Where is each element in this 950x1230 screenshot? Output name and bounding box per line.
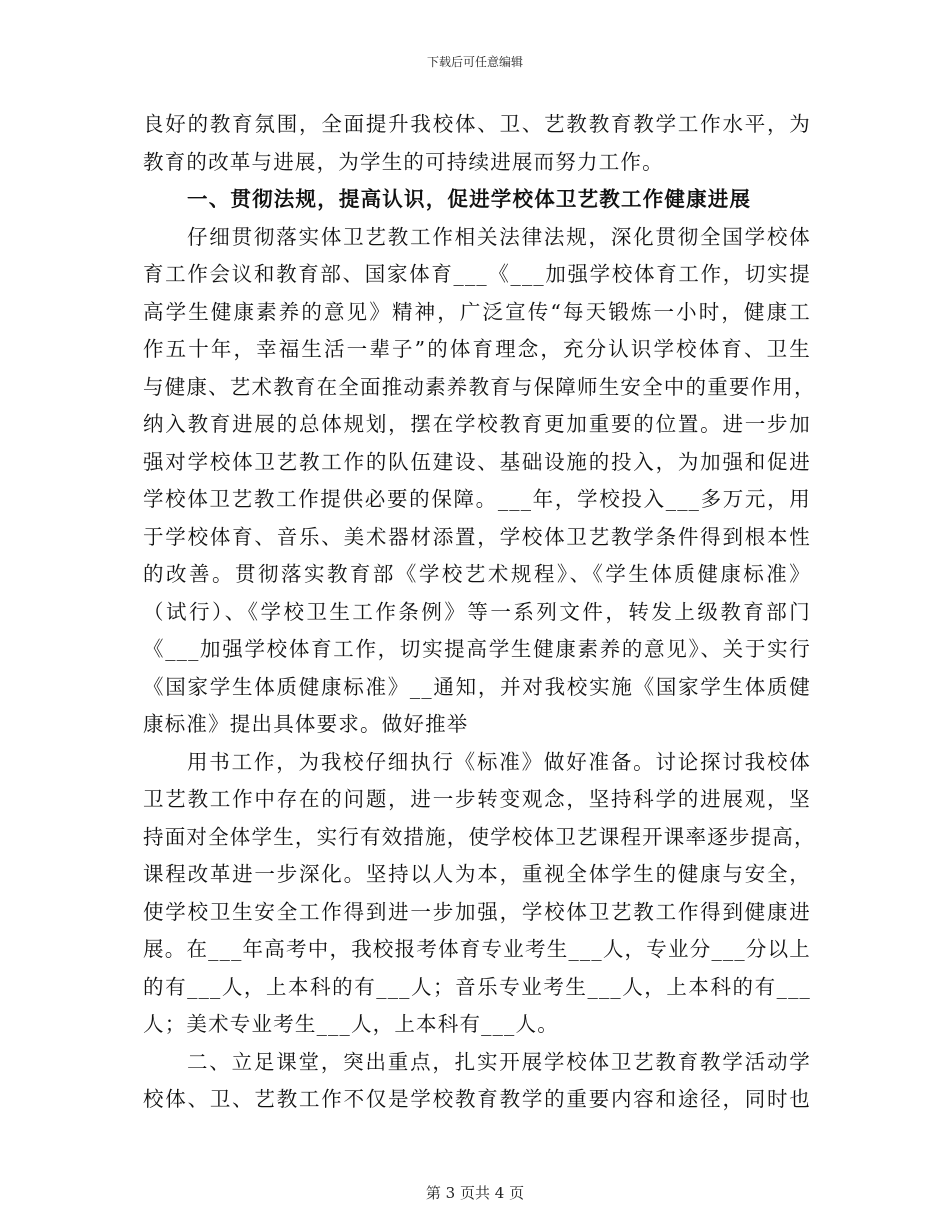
text-line: 于学校体育、音乐、美术器材添置，学校体卫艺教学条件得到根本性 xyxy=(143,524,811,549)
text-line: 与健康、艺术教育在全面推动素养教育与保障师生安全中的重要作用， xyxy=(143,374,816,399)
document-body xyxy=(143,106,816,1119)
text-line: 的有___人，上本科的有___人；音乐专业考生___人，上本科的有___ xyxy=(143,974,811,999)
text-line: （试行）、《学校卫生工作条例》等一系列文件，转发上级教育部门 xyxy=(143,599,811,624)
text-line: 持面对全体学生，实行有效措施，使学校体卫艺课程开课率逐步提高， xyxy=(143,824,816,849)
text-line: 学校体卫艺教工作提供必要的保障。___年，学校投入___多万元，用 xyxy=(143,487,811,511)
text-line: 仔细贯彻落实体卫艺教工作相关法律法规，深化贯彻全国学校体 xyxy=(187,224,811,249)
text-line: 育工作会议和教育部、国家体育___《___加强学校体育工作，切实提 xyxy=(143,262,811,286)
text-line: 使学校卫生安全工作得到进一步加强，学校体卫艺教工作得到健康进 xyxy=(143,899,811,924)
text-line: 纳入教育进展的总体规划，摆在学校教育更加重要的位置。进一步加 xyxy=(143,412,811,436)
text-line: 卫艺教工作中存在的问题，进一步转变观念，坚持科学的进展观，坚 xyxy=(143,787,811,811)
text-line: 用书工作，为我校仔细执行《标准》做好准备。讨论探讨我校体 xyxy=(187,749,811,774)
text-line: 高学生健康素养的意见》精神，广泛宣传“每天锻炼一小时，健康工 xyxy=(143,299,811,324)
text-line: 二、立足课堂，突出重点，扎实开展学校体卫艺教育教学活动学 xyxy=(187,1049,811,1074)
text-line: 课程改革进一步深化。坚持以人为本，重视全体学生的健康与安全， xyxy=(143,862,811,886)
text-line: 展。在___年高考中，我校报考体育专业考生___人，专业分___分以上 xyxy=(143,937,811,961)
text-line: 《___加强学校体育工作，切实提高学生健康素养的意见》、关于实行 xyxy=(143,637,811,661)
page-header: 下载后可任意编辑 xyxy=(426,55,523,69)
text-line: 良好的教育氛围，全面提升我校体、卫、艺教教育教学工作水平，为 xyxy=(143,112,811,136)
text-line: 校体、卫、艺教工作不仅是学校教育教学的重要内容和途径，同时也 xyxy=(143,1087,811,1111)
section-heading: 一、贯彻法规，提高认识，促进学校体卫艺教工作健康进展 xyxy=(187,187,752,211)
text-line: 教育的改革与进展，为学生的可持续进展而努力工作。 xyxy=(143,149,664,174)
text-line: 作五十年，幸福生活一辈子”的体育理念，充分认识学校体育、卫生 xyxy=(143,337,811,361)
text-line: 的改善。贯彻落实教育部《学校艺术规程》、《学生体质健康标准》 xyxy=(143,562,811,586)
text-line: 强对学校体卫艺教工作的队伍建设、基础设施的投入，为加强和促进 xyxy=(143,449,811,474)
page-footer: 第 3 页共 4 页 xyxy=(425,1184,525,1202)
text-line: 《国家学生体质健康标准》__通知，并对我校实施《国家学生体质健 xyxy=(143,674,811,699)
text-line: 人；美术专业考生___人，上本科有___人。 xyxy=(143,1012,559,1036)
text-line: 康标准》提出具体要求。做好推举 xyxy=(143,712,469,736)
